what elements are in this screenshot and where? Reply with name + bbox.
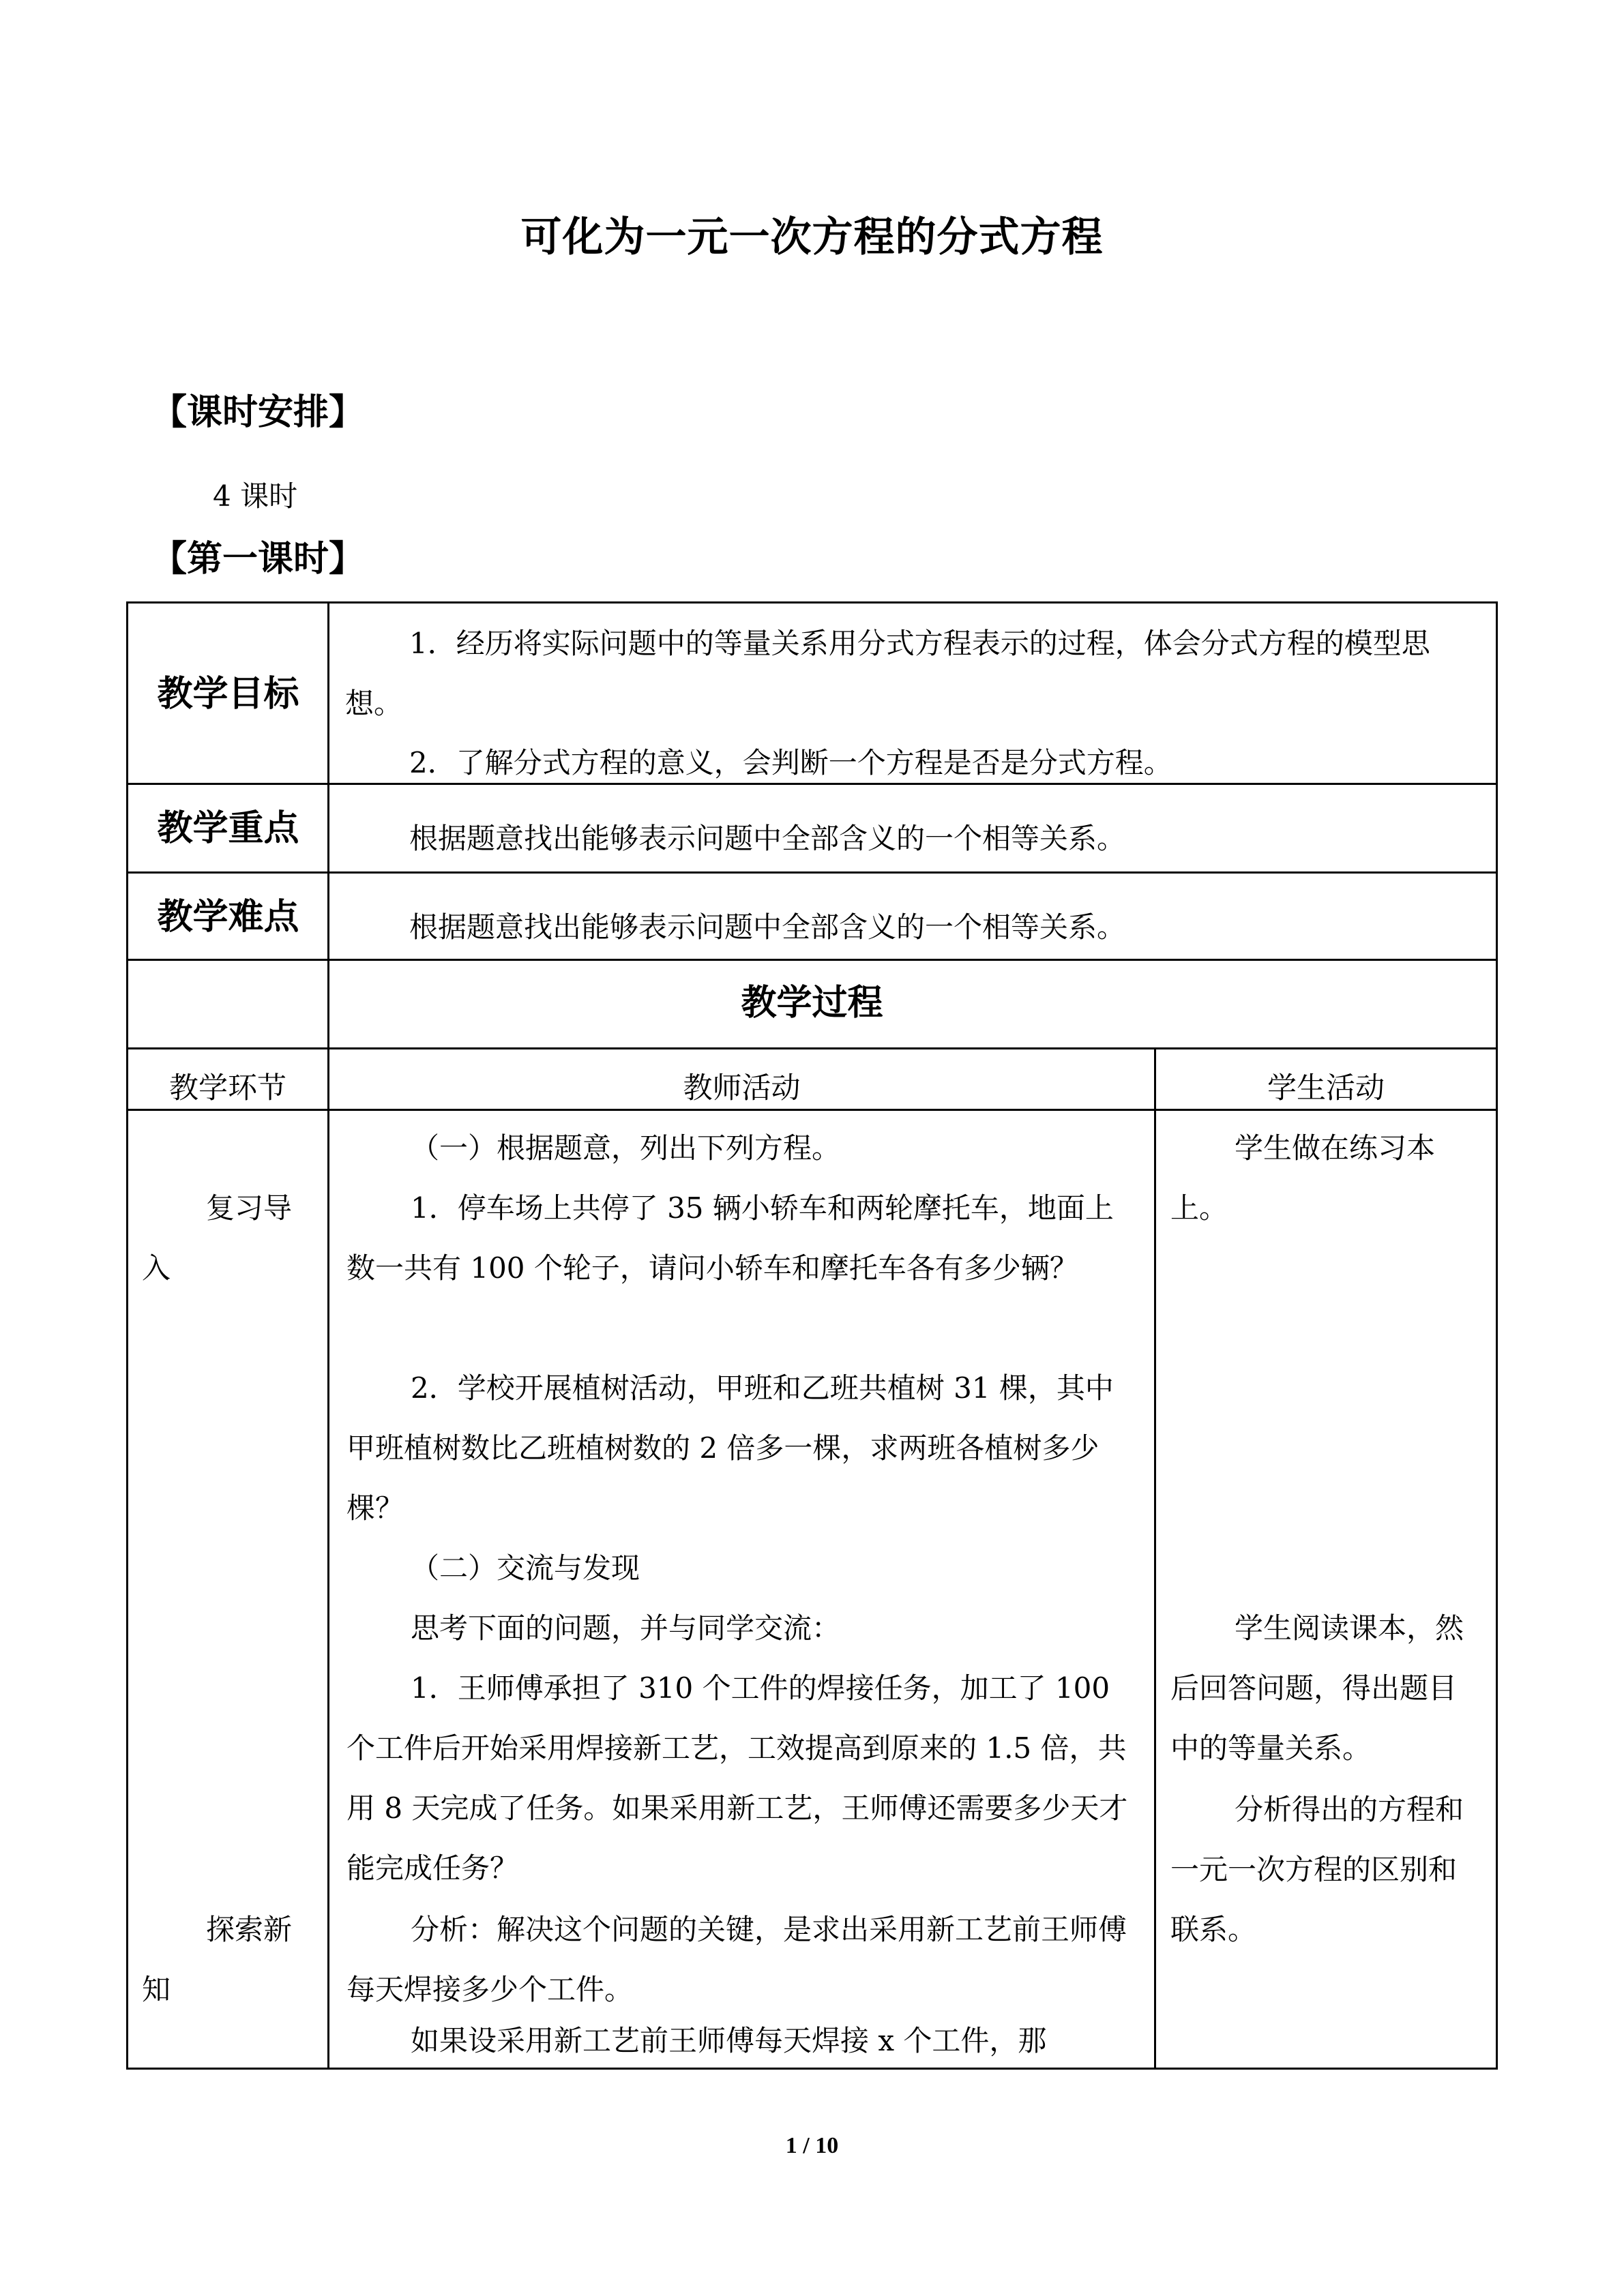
- teacher-para-5: 思考下面的问题，并与同学交流：: [411, 1611, 841, 1645]
- page-number: 1 / 10: [785, 2133, 839, 2158]
- table-col-rule: [1154, 1047, 1156, 2070]
- table-border-bottom: [126, 2068, 1498, 2070]
- student-para-2: 学生阅读课本，然后回答问题，得出题目中的等量关系。: [1170, 1611, 1464, 1765]
- teacher-para-8: 如果设采用新工艺前王师傅每天焊接 x 个工件，那: [411, 2024, 1047, 2057]
- table-border-top: [126, 601, 1498, 603]
- lesson-heading: 【第一课时】: [151, 539, 365, 580]
- teacher-para-6: 1．王师傅承担了 310 个工件的焊接任务，加工了 100 个工件后开始采用焊接新工艺，工效提高到原来的 1.5 倍，共用 8 天完成了任务。如果采用新工艺，王师傅还需要多少天才能完成任务？: [346, 1671, 1128, 1885]
- column-header-stage: 教学环节: [169, 1071, 286, 1105]
- student-para-1: 学生做在练习本上。: [1170, 1131, 1436, 1225]
- column-header-teacher: 教师活动: [683, 1071, 801, 1105]
- keypoint-text: 根据题意找出能够表示问题中全部含义的一个相等关系。: [409, 822, 1126, 855]
- table-border-right: [1496, 601, 1498, 2070]
- stage-review: 复习导入: [142, 1191, 293, 1285]
- table-rule: [126, 1109, 1498, 1111]
- difficulty-text: 根据题意找出能够表示问题中全部含义的一个相等关系。: [409, 910, 1126, 944]
- table-rule: [126, 959, 1498, 961]
- schedule-heading: 【课时安排】: [151, 392, 365, 433]
- student-para-3: 分析得出的方程和一元一次方程的区别和联系。: [1170, 1793, 1464, 1946]
- teacher-para-2: 1．停车场上共停了 35 辆小轿车和两轮摩托车，地面上数一共有 100 个轮子，请问小轿车和摩托车各有多少辆？: [346, 1191, 1114, 1285]
- page-title: 可化为一元一次方程的分式方程: [520, 213, 1104, 261]
- process-title: 教学过程: [741, 983, 883, 1024]
- teacher-para-7: 分析：解决这个问题的关键，是求出采用新工艺前王师傅每天焊接多少个工件。: [346, 1913, 1127, 2006]
- stage-explore: 探索新知: [142, 1913, 293, 2006]
- table-rule: [126, 1047, 1498, 1049]
- keypoint-label: 教学重点: [157, 808, 299, 849]
- column-header-student: 学生活动: [1267, 1071, 1385, 1105]
- teacher-para-3: 2．学校开展植树活动，甲班和乙班共植树 31 棵，其中甲班植树数比乙班植树数的 2 倍多一棵，求两班各植树多少棵？: [346, 1371, 1114, 1525]
- teacher-para-1: （一）根据题意，列出下列方程。: [411, 1131, 841, 1165]
- table-rule: [126, 871, 1498, 874]
- table-col-rule: [327, 1047, 329, 2070]
- difficulty-label: 教学难点: [157, 897, 299, 938]
- goals-label: 教学目标: [157, 674, 299, 715]
- teacher-para-4: （二）交流与发现: [411, 1551, 640, 1585]
- schedule-value: 4 课时: [213, 479, 298, 513]
- goal-item-1: 1．经历将实际问题中的等量关系用分式方程表示的过程，体会分式方程的模型思想。: [345, 627, 1430, 720]
- goal-item-2: 2．了解分式方程的意义，会判断一个方程是否是分式方程。: [409, 746, 1172, 779]
